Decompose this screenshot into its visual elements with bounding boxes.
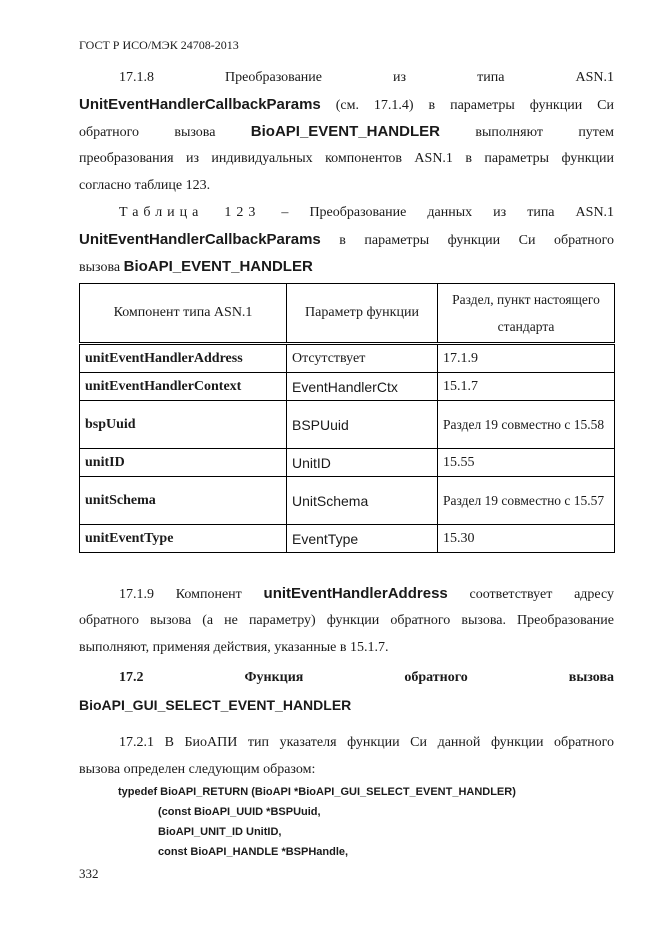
paragraph-17-1-8-line3 (79, 118, 614, 146)
table-caption-line2 (79, 226, 614, 254)
header-cell: Компонент типа ASN.1 (80, 284, 287, 344)
conversion-table (79, 283, 615, 553)
text: обратного (404, 670, 468, 685)
code-line: typedef BioAPI_RETURN (BioAPI *BioAPI_GUI_SELECT_EVENT_HANDLER) (118, 786, 516, 798)
text: типа (477, 70, 505, 85)
text: вызова (568, 670, 615, 685)
paragraph-17-1-8-line5: согласно таблице 123. (79, 178, 211, 193)
text: вызова (174, 125, 216, 140)
table-cell: UnitID (287, 449, 438, 477)
table-cell: unitEventType (80, 525, 287, 553)
table-row (80, 449, 615, 477)
text: в параметры функции Си обратного (339, 233, 614, 248)
paragraph-17-2-1-line1: 17.2.1 В БиоАПИ тип указателя функции Си данной функции обратного (119, 735, 614, 750)
table-cell: Раздел 19 совместно с 15.57 (438, 477, 615, 525)
text: Преобразование (309, 205, 407, 220)
table-cell: UnitSchema (287, 477, 438, 525)
paragraph-17-1-9-line1 (79, 580, 614, 608)
paragraph-17-1-9-line2: обратного вызова (а не параметру) функции обратного вызова. Преобразование (79, 613, 614, 628)
code-line: (const BioAPI_UUID *BSPUuid, (158, 806, 321, 818)
component-name: unitEventHandlerAddress (263, 585, 448, 602)
type-name: UnitEventHandlerCallbackParams (79, 231, 321, 248)
text: типа (527, 205, 555, 220)
table-cell: Раздел 19 совместно с 15.58 (438, 401, 615, 449)
section-heading-function-name: BioAPI_GUI_SELECT_EVENT_HANDLER (79, 697, 352, 713)
table-row (80, 373, 615, 401)
table-cell: EventType (287, 525, 438, 553)
table-cell: 15.55 (438, 449, 615, 477)
table-cell: Отсутствует (287, 344, 438, 373)
table-cell: BSPUuid (287, 401, 438, 449)
table-cell: unitSchema (80, 477, 287, 525)
text: 123 (224, 205, 261, 220)
table-cell: EventHandlerCtx (287, 373, 438, 401)
page-number: 332 (79, 866, 99, 881)
table-row (80, 477, 615, 525)
table-header-row (80, 284, 615, 344)
text: путем (578, 125, 614, 140)
document-header: ГОСТ Р ИСО/МЭК 24708-2013 (79, 38, 239, 52)
table-caption-line1 (79, 199, 614, 226)
paragraph-17-1-8-line2 (79, 91, 614, 119)
text: – (281, 205, 289, 220)
code-line: const BioAPI_HANDLE *BSPHandle, (158, 846, 349, 858)
type-name: UnitEventHandlerCallbackParams (79, 96, 321, 113)
table-cell: 15.1.7 (438, 373, 615, 401)
function-name: BioAPI_EVENT_HANDLER (123, 258, 313, 275)
table-cell: unitID (80, 449, 287, 477)
text: ASN.1 (575, 70, 615, 85)
table-cell: 17.1.9 (438, 344, 615, 373)
text: Таблица (119, 205, 204, 220)
paragraph-17-1-8-line4: преобразования из индивидуальных компонентов ASN.1 в параметры функции (79, 151, 614, 166)
text: (см. 17.1.4) в параметры функции Си (335, 98, 614, 113)
table-cell: unitEventHandlerContext (80, 373, 287, 401)
code-line: BioAPI_UNIT_ID UnitID, (158, 826, 282, 838)
table-cell: bspUuid (80, 401, 287, 449)
text: адресу (574, 587, 614, 602)
text: обратного (79, 125, 139, 140)
paragraph-17-1-9-line3: выполняют, применяя действия, указанные в 15.1.7. (79, 640, 389, 655)
section-heading-line1 (79, 670, 614, 686)
text: соответствует (469, 587, 553, 602)
text: 17.1.8 Преобразование (119, 70, 322, 85)
text: из (493, 205, 507, 220)
text: ASN.1 (575, 205, 615, 220)
table-row (80, 401, 615, 449)
paragraph-17-1-8-line1 (79, 64, 614, 91)
text: вызова (79, 260, 121, 275)
section-number: 17.2 (119, 670, 144, 685)
text: данных (427, 205, 473, 220)
table-cell: unitEventHandlerAddress (80, 344, 287, 373)
text: из (393, 70, 407, 85)
header-cell: Параметр функции (287, 284, 438, 344)
paragraph-17-2-1-line2: вызова определен следующим образом: (79, 762, 316, 777)
text: 17.1.9 Компонент (119, 587, 242, 602)
text: выполняют (475, 125, 543, 140)
table-caption-line3 (79, 253, 614, 281)
text: Функция (244, 670, 304, 685)
table-row (80, 344, 615, 373)
table-cell: 15.30 (438, 525, 615, 553)
table-row (80, 525, 615, 553)
header-cell: Раздел, пункт настоящего стандарта (438, 284, 615, 344)
function-name: BioAPI_EVENT_HANDLER (250, 123, 440, 140)
